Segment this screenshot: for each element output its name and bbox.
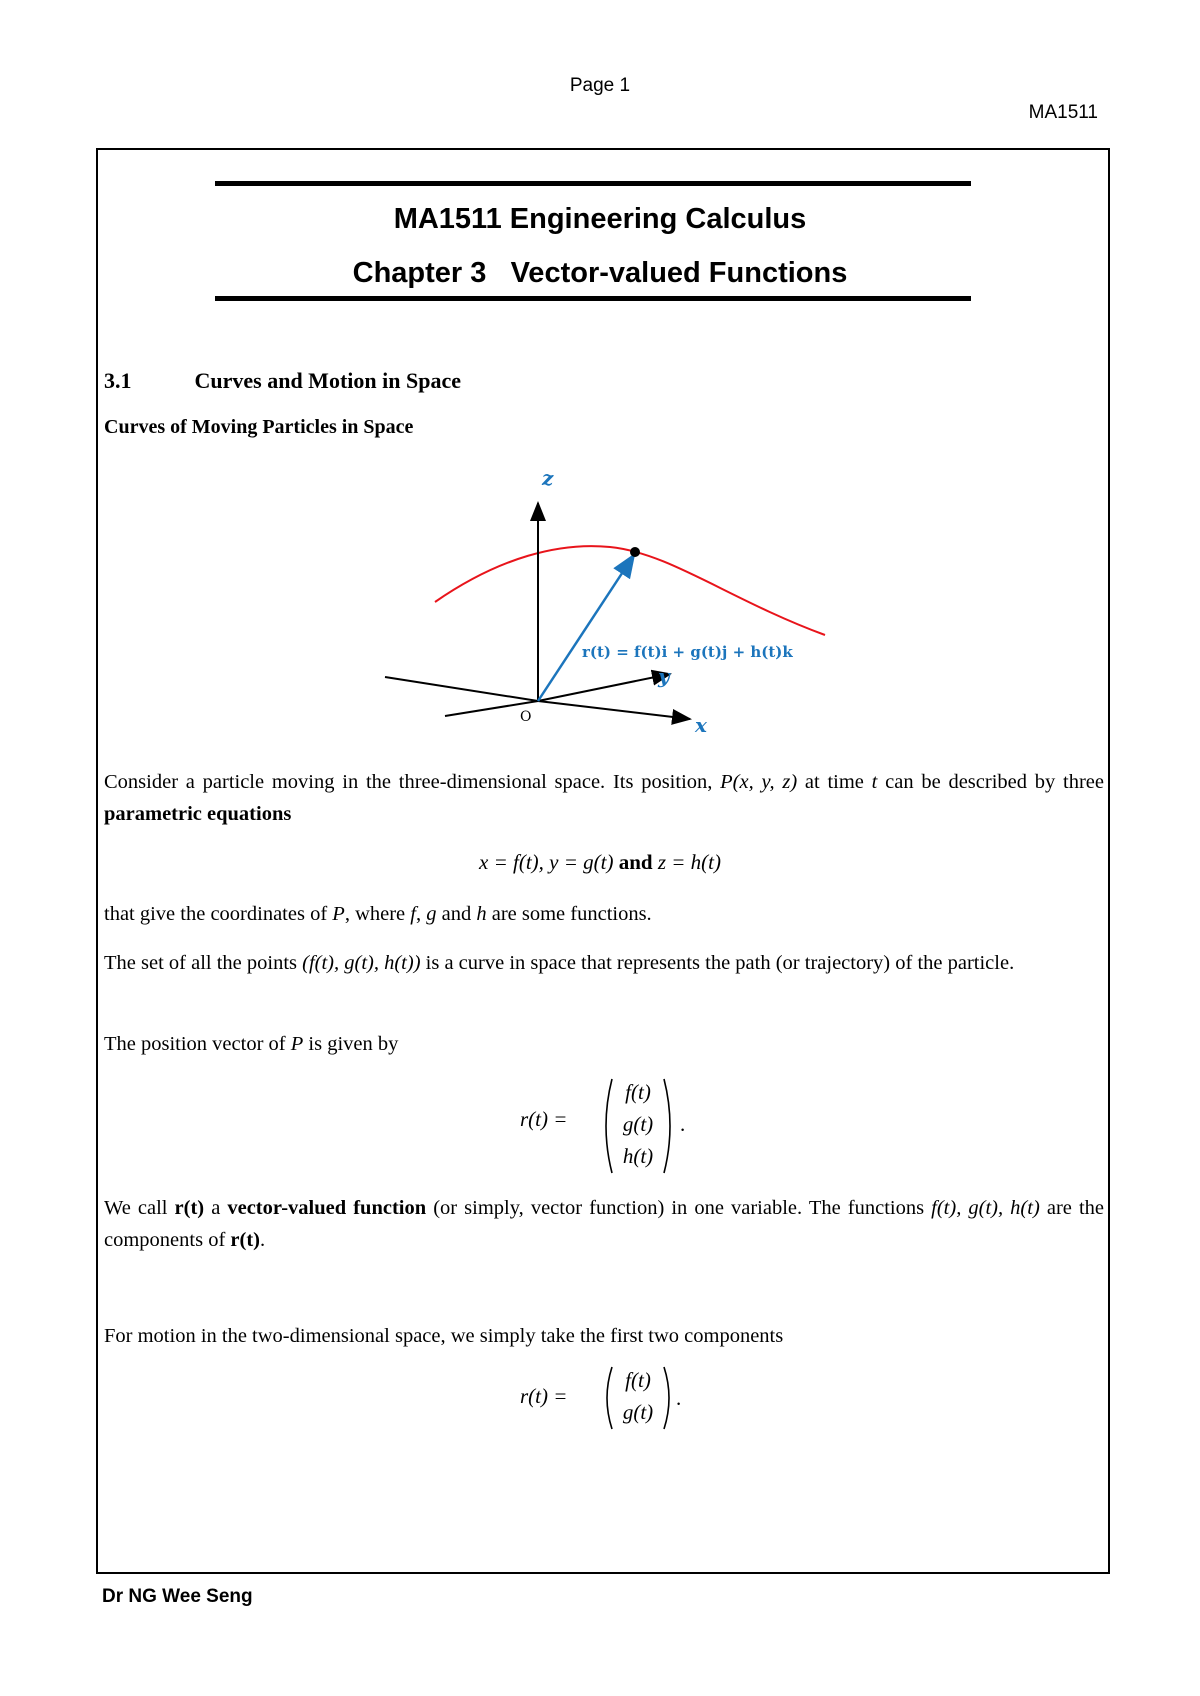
component-f: f(t) bbox=[625, 1080, 651, 1104]
component-f: f(t) bbox=[625, 1368, 651, 1392]
math-r-of-t: r(t) bbox=[230, 1229, 260, 1251]
x-axis-label: x bbox=[695, 713, 707, 737]
x-axis bbox=[538, 701, 690, 719]
math-point-p: P(x, y, z) bbox=[720, 771, 798, 793]
text-run: . bbox=[260, 1229, 266, 1251]
term-vector-valued-function: vector-valued function bbox=[227, 1197, 427, 1219]
course-code-header: MA1511 bbox=[1028, 102, 1098, 123]
text-run: Consider a particle moving in the three-dimensional space. Its position, bbox=[104, 771, 721, 793]
math-r-of-t: r(t) = bbox=[520, 1384, 568, 1408]
math-h: h bbox=[476, 903, 487, 925]
text-run: is given by bbox=[303, 1033, 399, 1055]
text-run: that give the coordinates of bbox=[104, 903, 333, 925]
text-run: , where bbox=[344, 903, 411, 925]
math-p: P bbox=[332, 903, 345, 925]
text-run: a bbox=[204, 1197, 228, 1219]
text-run: at time bbox=[797, 771, 872, 793]
math-p: P bbox=[290, 1033, 304, 1055]
math-f: f bbox=[410, 903, 416, 925]
paragraph-position-vector bbox=[104, 1028, 1104, 1060]
paragraph-trajectory bbox=[104, 947, 1104, 979]
y-axis bbox=[538, 674, 670, 701]
chapter-title: Chapter 3 Vector-valued Functions bbox=[352, 257, 848, 289]
section-number: 3.1 bbox=[104, 368, 132, 393]
period: . bbox=[676, 1386, 682, 1410]
text-run: can be described by three bbox=[877, 771, 1104, 793]
text-run: The set of all the points bbox=[104, 952, 303, 974]
text-and: and bbox=[613, 850, 658, 874]
term-parametric-equations: parametric equations bbox=[104, 803, 292, 825]
component-h: h(t) bbox=[622, 1144, 654, 1168]
text-run: , bbox=[415, 903, 427, 925]
math-r-of-t: r(t) bbox=[174, 1197, 205, 1219]
text-run: The position vector of bbox=[104, 1033, 291, 1055]
text-run: and bbox=[436, 903, 477, 925]
period: . bbox=[680, 1112, 686, 1136]
text-run: are some functions. bbox=[486, 903, 652, 925]
text-run: (or simply, vector function) in one variable. The functions bbox=[426, 1197, 932, 1219]
math-eq-z: z = h(t) bbox=[657, 850, 721, 874]
section-heading bbox=[104, 368, 461, 394]
math-t: t bbox=[871, 771, 878, 793]
text-run: is a curve in space that represents the path (or trajectory) of the particle. bbox=[420, 952, 1015, 974]
text-run: We call bbox=[104, 1197, 175, 1219]
vector-components bbox=[612, 1076, 664, 1172]
page-number: Page 1 bbox=[569, 75, 631, 96]
math-g: g bbox=[426, 903, 437, 925]
y-axis-label: y bbox=[658, 664, 670, 688]
math-eq-xy: x = f(t), y = g(t) bbox=[479, 850, 614, 874]
math-components: f(t), g(t), h(t) bbox=[931, 1197, 1040, 1219]
parametric-equations bbox=[0, 850, 1200, 875]
vector-components-2d bbox=[612, 1364, 664, 1428]
component-g: g(t) bbox=[622, 1112, 654, 1136]
particle-point bbox=[630, 547, 640, 557]
text-run: are the components of bbox=[104, 1197, 1104, 1251]
paragraph-intro bbox=[104, 766, 1104, 830]
paragraph-coordinates bbox=[104, 898, 1104, 930]
z-axis-label: z bbox=[542, 466, 554, 490]
math-r-of-t: r(t) = bbox=[520, 1107, 568, 1131]
math-point-tuple: (f(t), g(t), h(t)) bbox=[302, 952, 421, 974]
title-bottom-rule bbox=[215, 296, 971, 301]
component-g: g(t) bbox=[622, 1400, 654, 1424]
title-top-rule bbox=[215, 181, 971, 186]
vector-equation-label: r(t) = f(t)i + g(t)j + h(t)k bbox=[582, 643, 793, 661]
paragraph-two-dimensional: For motion in the two-dimensional space, we simply take the first two components bbox=[104, 1325, 784, 1347]
course-title: MA1511 Engineering Calculus bbox=[393, 203, 807, 235]
author-footer: Dr NG Wee Seng bbox=[102, 1586, 253, 1607]
section-title: Curves and Motion in Space bbox=[194, 368, 461, 393]
position-vector bbox=[538, 555, 634, 701]
space-curve-figure bbox=[370, 465, 830, 745]
origin-label: O bbox=[520, 709, 532, 725]
subsection-heading: Curves of Moving Particles in Space bbox=[104, 416, 414, 438]
x-axis-back bbox=[385, 677, 538, 701]
paragraph-definition bbox=[104, 1192, 1104, 1256]
